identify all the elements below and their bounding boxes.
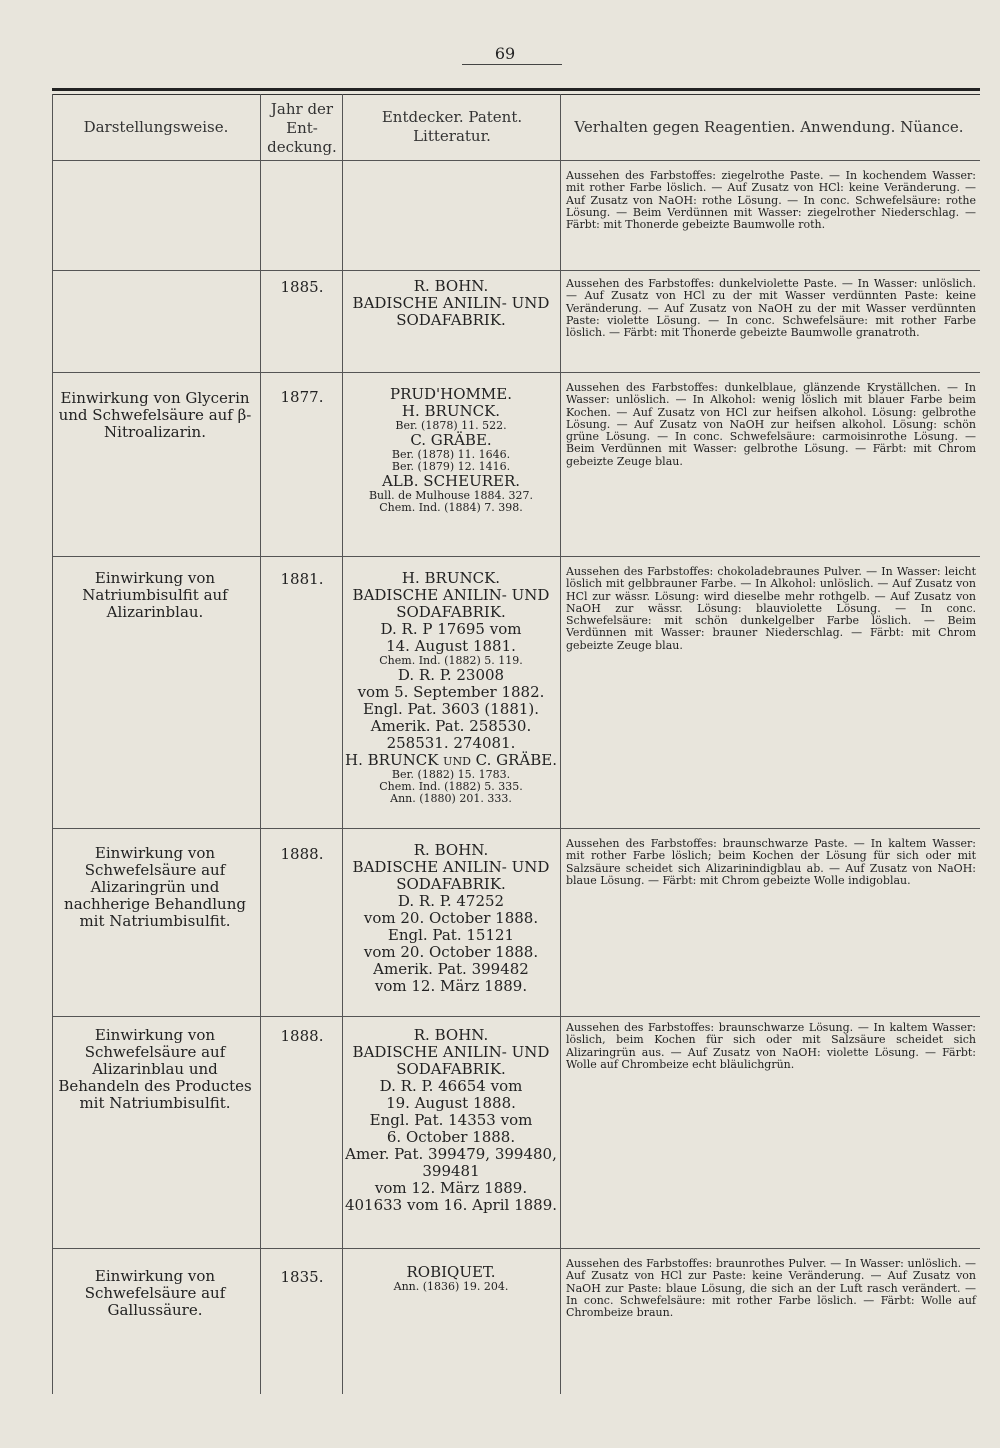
discoverer-line: vom 12. März 1889. — [374, 1179, 528, 1197]
discoverer-line: Bull. de Mulhouse 1884. 327. — [368, 489, 534, 502]
discoverer-line: H. BRUNCK und C. GRÄBE. — [345, 751, 557, 769]
year-cell: 1877. — [280, 388, 324, 406]
page-number: 69 — [494, 44, 516, 63]
behaviour-cell: Aussehen des Farbstoffes: braunrothes Pulver. — In Wasser: unlöslich. — Auf Zusatz von HCl zur Paste: keine Veränderung. — Auf Zusatz von NaOH zur Paste: blaue Lösung, die sich an der Luft rasch verändert. — In conc. Schwefelsäure: mit rother Farbe löslich. — Färbt: Wolle auf Chrombeize braun. — [566, 1257, 976, 1320]
behaviour-cell: Aussehen des Farbstoffes: braunschwarze Paste. — In kaltem Wasser: mit rother Farbe löslich; beim Kochen der Lösung für sich oder mit Salzsäure scheidet sich Alizarinindigblau ab. — Auf Zusatz von NaOH: blaue Lösung. — Färbt: mit Chrom gebeizte Wolle indigoblau. — [566, 837, 976, 887]
header-rule — [52, 160, 980, 161]
year-cell: 1835. — [280, 1268, 324, 1286]
column-divider — [342, 94, 343, 1394]
discoverer-line: Amer. Pat. 399479, 399480, — [345, 1145, 557, 1163]
discoverer-line: vom 20. October 1888. — [363, 909, 539, 927]
column-divider — [260, 94, 261, 1394]
discoverer-line: PRUD'HOMME. — [390, 385, 512, 403]
year-cell: 1888. — [280, 1027, 324, 1045]
behaviour-cell: Aussehen des Farbstoffes: braunschwarze Lösung. — In kaltem Wasser: löslich, beim Kochen für sich oder mit Salzsäure scheidet sich Alizaringrün aus. — Auf Zusatz von NaOH: violette Lösung. — Färbt: Wolle auf Chrombeize echt bläulichgrün. — [566, 1021, 976, 1071]
discoverer-line: SODAFABRIK. — [396, 311, 506, 329]
discoverer-line: vom 12. März 1889. — [374, 977, 528, 995]
method-cell: Einwirkung von Schwefelsäure auf Gallussäure. — [84, 1267, 226, 1319]
discoverer-line: R. BOHN. — [413, 1026, 489, 1044]
column-divider — [560, 94, 561, 1394]
method-cell: Einwirkung von Natriumbisulfit auf Alizarinblau. — [82, 569, 228, 621]
discoverer-line: Engl. Pat. 3603 (1881). — [362, 700, 540, 718]
discoverer-line: BADISCHE ANILIN- UND — [352, 858, 550, 876]
discoverer-cell — [344, 1027, 558, 1214]
discoverer-cell — [344, 842, 558, 995]
discoverer-line: Ber. (1882) 15. 1783. — [391, 768, 511, 781]
discoverer-line: 399481 — [422, 1162, 480, 1180]
discoverer-line: Amerik. Pat. 258530. — [370, 717, 532, 735]
discoverer-line: 6. October 1888. — [386, 1128, 516, 1146]
discoverer-line: D. R. P. 47252 — [397, 892, 505, 910]
column-header-method: Darstellungsweise. — [83, 118, 229, 136]
year-cell: 1881. — [280, 570, 324, 588]
discoverer-line: Chem. Ind. (1882) 5. 335. — [379, 780, 523, 793]
discoverer-cell — [344, 570, 558, 805]
column-header-behaviour: Verhalten gegen Reagentien. Anwendung. Nüance. — [574, 118, 964, 136]
discoverer-line: ALB. SCHEURER. — [381, 472, 521, 490]
row-divider — [52, 1016, 980, 1017]
row-divider — [52, 270, 980, 271]
method-cell: Einwirkung von Glycerin und Schwefelsäure auf β-Nitroalizarin. — [58, 389, 252, 441]
discoverer-line: ROBIQUET. — [406, 1263, 496, 1281]
discoverer-line: Chem. Ind. (1884) 7. 398. — [379, 501, 523, 514]
row-divider — [52, 1248, 980, 1249]
discoverer-line: 258531. 274081. — [386, 734, 516, 752]
discoverer-cell — [344, 278, 558, 329]
behaviour-cell: Aussehen des Farbstoffes: ziegelrothe Paste. — In kochendem Wasser: mit rother Farbe löslich. — Auf Zusatz von HCl: keine Veränderung. — Auf Zusatz von NaOH: rothe Lösung. — In conc. Schwefelsäure: rothe Lösung. — Beim Verdünnen mit Wasser: ziegelrother Niederschlag. — Färbt: mit Thonerde gebeizte Baumwolle roth. — [566, 169, 976, 232]
row-divider — [52, 372, 980, 373]
discoverer-line: 401633 vom 16. April 1889. — [344, 1196, 558, 1214]
discoverer-line: vom 20. October 1888. — [363, 943, 539, 961]
page-number-rule — [462, 64, 562, 65]
discoverer-line: Ann. (1836) 19. 204. — [393, 1280, 509, 1293]
method-cell: Einwirkung von Schwefelsäure auf Alizarinblau und Behandeln des Productes mit Natriumbisulfit. — [58, 1026, 252, 1112]
discoverer-line: H. BRUNCK. — [401, 402, 501, 420]
behaviour-cell: Aussehen des Farbstoffes: dunkelviolette Paste. — In Wasser: unlöslich. — Auf Zusatz von HCl zu der mit Wasser verdünnten Paste: keine Veränderung. — Auf Zusatz von NaOH zu der mit Wasser verdünnten Paste: violette Lösung. — In conc. Schwefelsäure: mit rother Farbe löslich. — Färbt: mit Thonerde gebeizte Baumwolle granatroth. — [566, 277, 976, 340]
discoverer-line: 14. August 1881. — [386, 637, 516, 655]
discoverer-line: BADISCHE ANILIN- UND — [352, 1043, 550, 1061]
behaviour-cell: Aussehen des Farbstoffes: chokoladebraunes Pulver. — In Wasser: leicht löslich mit gelbbrauner Farbe. — In Alkohol: unlöslich. — Auf Zusatz von HCl zur wässr. Lösung: wird dieselbe mehr rothgelb. — Auf Zusatz von NaOH zur wässr. Lösung: blauviolette Lösung. — In conc. Schwefelsäure: mit schön dunkelgelber Farbe löslich. — Beim Verdünnen mit Wasser: brauner Niederschlag. — Färbt: mit Chrom gebeizte Zeuge blau. — [566, 565, 976, 652]
discoverer-line: BADISCHE ANILIN- UND — [352, 294, 550, 312]
discoverer-line: D. R. P. 23008 — [397, 666, 505, 684]
discoverer-line: D. R. P. 46654 vom — [379, 1077, 523, 1095]
table-top-rule — [52, 88, 980, 91]
discoverer-line: Engl. Pat. 14353 vom — [369, 1111, 533, 1129]
discoverer-line: Engl. Pat. 15121 — [387, 926, 515, 944]
discoverer-line: R. BOHN. — [413, 841, 489, 859]
discoverer-line: SODAFABRIK. — [396, 603, 506, 621]
column-header-discoverer: Entdecker. Patent. Litteratur. — [381, 108, 523, 145]
row-divider — [52, 828, 980, 829]
behaviour-cell: Aussehen des Farbstoffes: dunkelblaue, glänzende Kryställchen. — In Wasser: unlöslich. — In Alkohol: wenig löslich mit blauer Farbe beim Kochen. — Auf Zusatz von HCl zur heifsen alkohol. Lösung: gelbrothe Lösung. — Auf Zusatz von NaOH zur heifsen alkohol. Lösung: schön grüne Lösung. — In conc. Schwefelsäure: carmoisinrothe Lösung. — Beim Verdünnen mit Wasser: gelbrothe Lösung. — Färbt: mit Chrom gebeizte Zeuge blau. — [566, 381, 976, 468]
discoverer-line: vom 5. September 1882. — [357, 683, 545, 701]
discoverer-line: Ber. (1878) 11. 1646. — [391, 448, 511, 461]
discoverer-line: SODAFABRIK. — [396, 1060, 506, 1078]
discoverer-line: C. GRÄBE. — [410, 431, 492, 449]
discoverer-line: R. BOHN. — [413, 277, 489, 295]
discoverer-line: Chem. Ind. (1882) 5. 119. — [379, 654, 523, 667]
discoverer-line: 19. August 1888. — [386, 1094, 516, 1112]
method-cell: Einwirkung von Schwefelsäure auf Alizaringrün und nachherige Behandlung mit Natriumbisulfit. — [64, 844, 246, 930]
discoverer-line: Ber. (1878) 11. 522. — [395, 419, 507, 432]
column-header-year: Jahr der Ent-deckung. — [267, 100, 337, 156]
discoverer-line: BADISCHE ANILIN- UND — [352, 586, 550, 604]
table-top-rule-thin — [52, 94, 980, 95]
table-border-left — [52, 94, 53, 1394]
discoverer-line: D. R. P 17695 vom — [380, 620, 522, 638]
year-cell: 1885. — [280, 278, 324, 296]
discoverer-cell — [344, 1264, 558, 1293]
row-divider — [52, 556, 980, 557]
year-cell: 1888. — [280, 845, 324, 863]
discoverer-line: Amerik. Pat. 399482 — [373, 960, 529, 978]
discoverer-line: Ber. (1879) 12. 1416. — [391, 460, 511, 473]
discoverer-line: H. BRUNCK. — [401, 569, 501, 587]
discoverer-line: Ann. (1880) 201. 333. — [390, 792, 512, 805]
discoverer-line: SODAFABRIK. — [396, 875, 506, 893]
discoverer-cell — [344, 386, 558, 514]
